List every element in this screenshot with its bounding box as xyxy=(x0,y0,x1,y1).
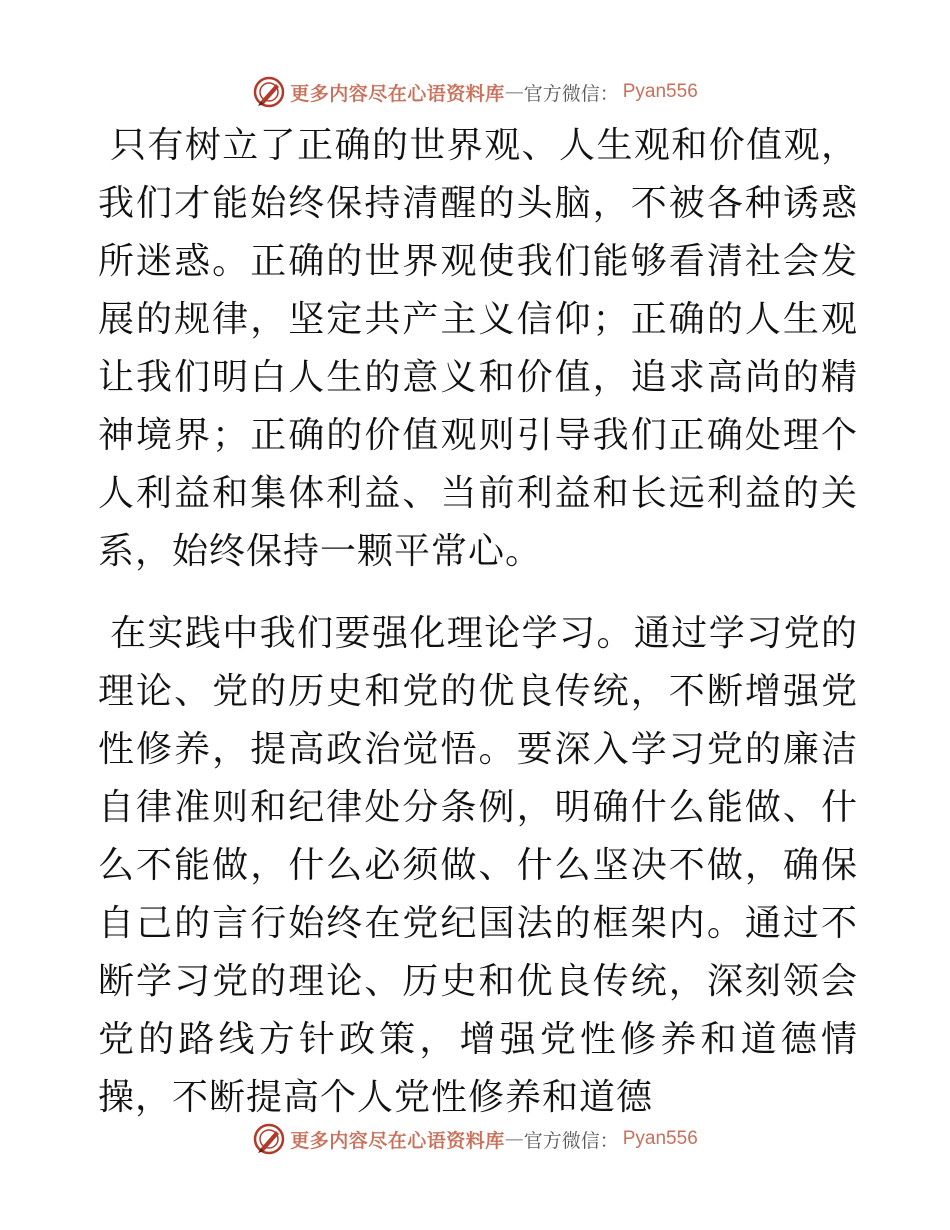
footer-watermark xyxy=(0,1119,950,1159)
wechat-id: Pyan556 xyxy=(622,1128,698,1149)
pen-logo-icon xyxy=(252,75,286,109)
separator: — xyxy=(504,1128,524,1150)
header-watermark xyxy=(0,72,950,112)
document-body xyxy=(98,117,858,1127)
separator: — xyxy=(504,81,524,103)
official-label: 官方微信： xyxy=(523,82,619,105)
brand-text: 更多内容尽在心语资料库 xyxy=(290,1129,505,1152)
paragraph-2: 在实践中我们要强化理论学习。通过学习党的理论、党的历史和党的优良传统，不断增强党性修养，提高政治觉悟。要深入学习党的廉洁自律准则和纪律处分条例，明确什么能做、什么不能做，什么必须做、什么坚决不做，确保自己的言行始终在党纪国法的框架内。通过不断学习党的理论、历史和优良传统，深刻领会党的路线方针政策，增强党性修养和道德情操，不断提高个人党性修养和道德 xyxy=(98,613,858,1118)
paragraph-1: 只有树立了正确的世界观、人生观和价值观，我们才能始终保持清醒的头脑，不被各种诱惑所迷惑。正确的世界观使我们能够看清社会发展的规律，坚定共产主义信仰；正确的人生观让我们明白人生的意义和价值，追求高尚的精神境界；正确的价值观则引导我们正确处理个人利益和集体利益、当前利益和长远利益的关系，始终保持一颗平常心。 xyxy=(98,125,858,572)
official-label: 官方微信： xyxy=(523,1129,619,1152)
pen-logo-icon xyxy=(252,1122,286,1156)
brand-text: 更多内容尽在心语资料库 xyxy=(290,82,505,105)
wechat-id: Pyan556 xyxy=(622,81,698,102)
